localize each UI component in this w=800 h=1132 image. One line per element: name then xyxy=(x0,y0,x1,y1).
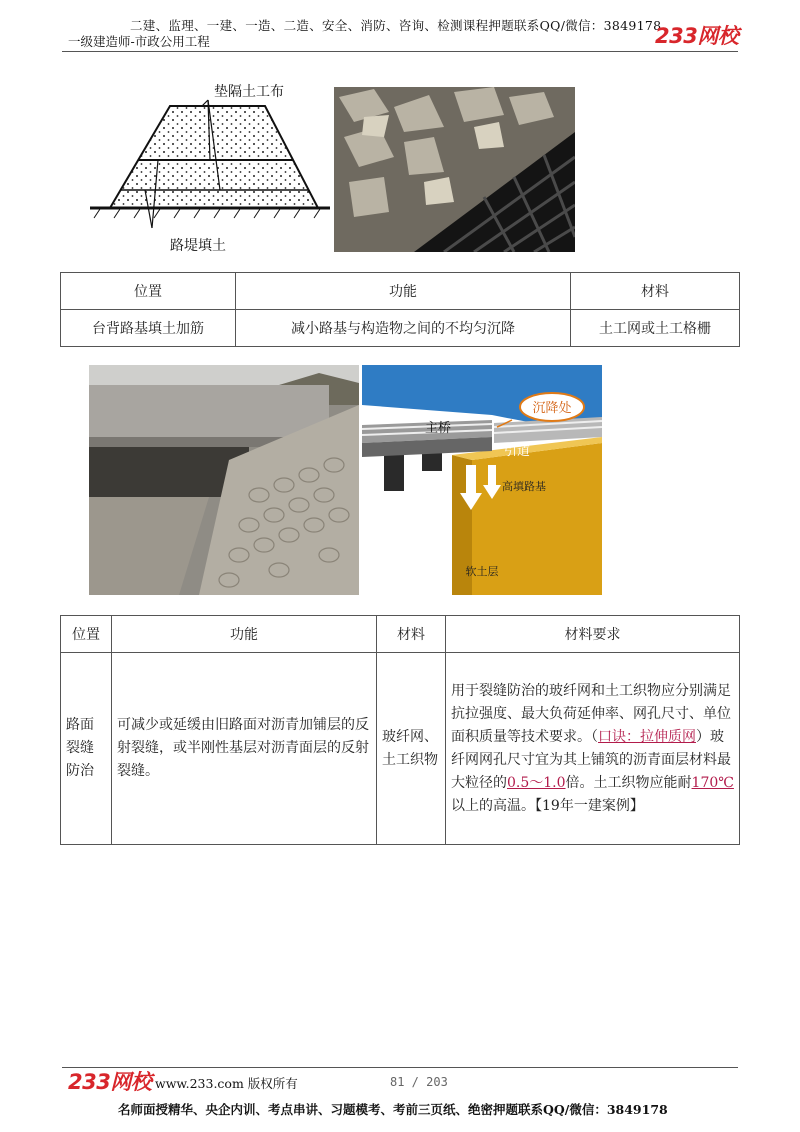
approach-road-label: 引道 xyxy=(503,444,531,459)
mesh-ratio-highlight: 0.5～1.0 xyxy=(507,774,566,791)
settlement-point-label: 沉降处 xyxy=(532,401,572,416)
footer-brand-logo: 233网校 xyxy=(68,1070,152,1094)
table-row xyxy=(61,310,740,347)
header-divider xyxy=(62,51,738,52)
header-subject-title: 一级建造师-市政公用工程 xyxy=(68,34,210,49)
table-header-cell: 材料 xyxy=(377,616,446,653)
brand-logo: 233网校 xyxy=(655,24,739,48)
table-row xyxy=(61,653,740,845)
embankment-fill-label: 路堤填土 xyxy=(170,238,226,254)
page-number: 81 / 203 xyxy=(390,1075,448,1089)
header-contact-text: 二建、监理、一建、一造、二造、安全、消防、咨询、检测课程押题联系QQ/微信：3849178 xyxy=(130,18,662,33)
table-header-cell: 位置 xyxy=(61,273,236,310)
table-cell: 土工网或土工格栅 xyxy=(571,310,740,347)
requirement-text: 倍。土工织物应能耐 xyxy=(565,774,692,791)
mnemonic-highlight: 口诀：拉伸质网 xyxy=(598,728,696,745)
table-cell: 减小路基与构造物之间的不均匀沉降 xyxy=(236,310,571,347)
footer-divider xyxy=(62,1067,738,1068)
crack-prevention-table xyxy=(60,615,740,845)
main-bridge-label: 主桥 xyxy=(424,421,452,436)
requirement-text: 用于裂缝防治的玻纤网和土工织物应分别满足抗拉强度、最大负荷延伸率、网孔尺寸、单位面积质量等技术要求。（ xyxy=(451,682,731,745)
geogrid-gravel-photo xyxy=(334,87,575,252)
function-cell: 可减少或延缓由旧路面对沥青加铺层的反射裂缝，或半刚性基层对沥青面层的反射裂缝。 xyxy=(112,653,377,845)
requirement-text: ）玻纤网网孔尺寸宜为其上铺筑的沥青面层材料最大粒径的 xyxy=(451,728,731,791)
footer-copyright: www.233.com 版权所有 xyxy=(155,1076,298,1091)
geotextile-label: 垫隔土工布 xyxy=(214,84,284,100)
table-header-row xyxy=(61,616,740,653)
requirement-cell xyxy=(446,653,740,845)
table-header-cell: 材料 xyxy=(571,273,740,310)
table-header-cell: 功能 xyxy=(236,273,571,310)
table-header-cell: 材料要求 xyxy=(446,616,740,653)
embankment-geotextile-diagram xyxy=(90,78,335,263)
material-cell: 玻纤网、土工织物 xyxy=(377,653,446,845)
bridge-abutment-photo xyxy=(89,365,359,595)
footer-contact-text: 名师面授精华、央企内训、考点串讲、习题模考、考前三页纸、绝密押题联系QQ/微信：3849178 xyxy=(118,1102,668,1117)
bridge-approach-settlement-figure xyxy=(362,365,602,595)
position-cell: 路面裂缝防治 xyxy=(61,653,112,845)
table-cell: 台背路基填土加筋 xyxy=(61,310,236,347)
table-header-cell: 功能 xyxy=(112,616,377,653)
table-header-cell: 位置 xyxy=(61,616,112,653)
temperature-highlight: 170℃ xyxy=(691,774,734,791)
high-fill-subgrade-label: 高填路基 xyxy=(502,480,546,493)
requirement-text: 以上的高温。【19年一建案例】 xyxy=(451,797,644,814)
soft-soil-layer-label: 软土层 xyxy=(465,565,499,578)
table-header-row xyxy=(61,273,740,310)
reinforcement-table xyxy=(60,272,740,347)
